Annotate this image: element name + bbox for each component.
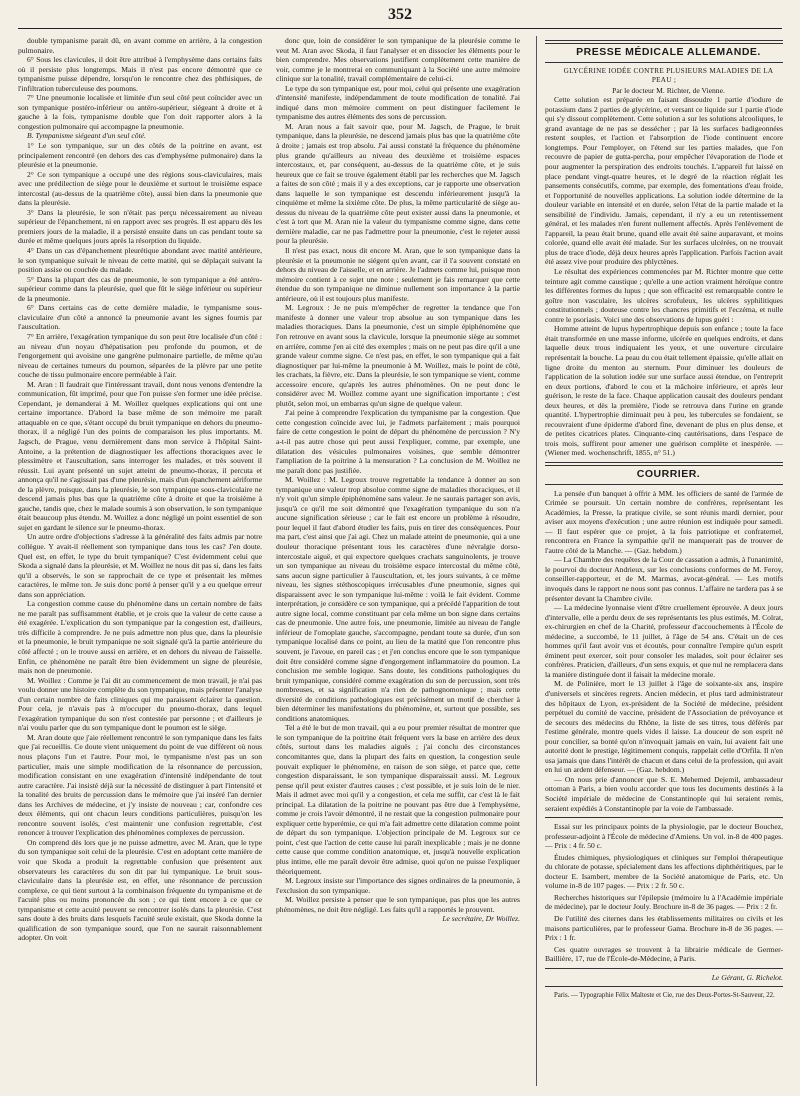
- bibliography-item: De l'utilité des citernes dans les établissements militaires ou civils et les maisons particulières, par le professeur Gama. Brochure in-8 de 36 pages. — Prix : 1 fr.: [545, 914, 783, 943]
- secretary-signature: Le secrétaire, Dr Woillez.: [442, 914, 520, 924]
- divider: [545, 484, 783, 485]
- paragraph: 5° Dans la plupart des cas de pneumonie, le son tympanique a été antéro-supérieur comme dans la pleurésie, quel que fût le siège inférieur ou supérieur de la pneumonie.: [18, 274, 262, 303]
- paragraph: La congestion comme cause du phénomène dans un certain nombre de faits ne me paraît pas suffisamment établie, et je crois que la valeur de cette cause a été exagérée. L'explication du son tympanique par la congestion est, d'ailleurs, très difficile à comprendre. Je ne puis admettre non plus que, dans la pleurésie et la pneumonie, le bruit tympanique ne soit signalé qu'à la partie antérieure du côté affecté ; on le trouve aussi en arrière, et en dehors du niveau de l'aisselle. Enfin, ce phénomène ne paraît être bien évidemment un signe de pleurésie, mais non de pneumonie.: [18, 599, 262, 676]
- article-byline: Par le docteur M. Richter, de Vienne.: [612, 85, 725, 95]
- paragraph: 7° En arrière, l'exagération tympanique du son peut être localisée d'un côté : au niveau d'un noyau d'hépatisation peu profonde du poumon, et de l'engorgement qui avoisine une gangrène pulmonaire partielle, de même qu'au niveau de certaines tumeurs du poumon, séparées de la plèvre par une petite couche de tissu pulmonaire encore perméable à l'air.: [18, 331, 262, 380]
- top-rule: [18, 28, 782, 29]
- paragraph: M. Woillez persiste à penser que le son tympanique, pas plus que les autres phénomènes, ne doit être négligé. Les faits qu'il a rapportés le prouvent.: [276, 895, 520, 914]
- bibliography-item: Essai sur les principaux points de la physiologie, par le docteur Bouchez, professeur-adjoint à l'École de médecine d'Amiens. Un vol. in-8 de 400 pages. — Prix : 4 fr. 50 c.: [545, 822, 783, 851]
- column-left: [18, 36, 262, 1086]
- paragraph: 1° Le son tympanique, sur un des côtés de la poitrine en avant, est principalement rencontré (en dehors des cas d'emphysème pulmonaire) dans la pleurésie et la pneumonie.: [18, 141, 262, 170]
- gerant-signature: Le Gérant, G. Richelot.: [711, 972, 783, 982]
- paragraph: M. Aran nous a fait savoir que, pour M. Jagsch, de Prague, le bruit tympanique, dans la pleurésie, ne descend jamais plus bas que la quatrième côte à droite ; jamais est trop absolu. J'ai aussi constaté la fréquence du phénomène plus grande qu'ailleurs au niveau des deuxième et troisième espaces intercostaux, et, par conséquent, au-dessus de la quatrième côte, et je suis heureux que ce fait se trouve également établi par les recherches que M. Jagsch a faites de son côté ; mais il y a des exceptions, car je rapporte une observation dans laquelle le son tympanique est descendu inférieurement jusqu'à la cinquième et même la sixième côte. De plus, la même particularité de siège au-dessus du niveau de la quatrième côte peut exister aussi dans la pneumonie, et c'est à tort que M. Aran nie la valeur du tympanisme comme signe, dans cette dernière maladie, car ne pas l'admettre pour la pneumonie, c'est le rejeter aussi pour la pleurésie.: [276, 121, 520, 246]
- paragraph: — La Chambre des requêtes de la Cour de cassation a admis, à l'unanimité, le pourvoi du docteur Andrieux, sur les conclusions conformes de M. Feroy, conseiller-rapporteur, et de M. Marmas, avocat-général. — Les motifs invoqués dans le rapport ne nous sont pas connus. L'affaire ne tardera pas à se présenter devant la Chambre civile.: [545, 555, 783, 603]
- bibliography-item: Ces quatre ouvrages se trouvent à la librairie médicale de Germer-Baillière, 17, rue de l'École-de-Médecine, à Paris.: [545, 944, 783, 964]
- section-title-courrier: COURRIER.: [636, 467, 701, 480]
- paragraph: M. Aran doute que j'aie réellement rencontré le son tympanique dans les faits que j'ai recueillis. Ce doute vient uniquement du point de vue différent où nous nous plaçons l'un et l'autre. Pour moi, le tympanisme n'est pas un son particulier, mais une simple modification de la résonnance de percussion, modification consistant en une exagération d'intensité indépendante de tout autre caractère. J'ai insisté déjà sur la nécessité de distinguer à part l'intensité et la tonalité des bruits de percussion dans le mémoire que j'ai inséré l'an dernier dans les Archives de médecine, et j'y insiste de nouveau ; car, confondre ces deux éléments, qui ont chacun leurs conditions particulières, puisqu'on les rencontre souvent isolés, c'est maintenir une confusion regrettable, c'est renoncer à trouver l'explication des phénomènes complexes de percussion.: [18, 732, 262, 838]
- paragraph: M. Woillez : Comme je l'ai dit au commencement de mon travail, je n'ai pas voulu donner une histoire complète du son tympanique, mais présenter l'analyse d'un certain nombre de faits cliniques qui me paraissent éclairer la question. Pour cela, je n'avais pas à m'occuper du pneumo-thorax, dans lequel l'exagération tympanique du son n'est contestée par personne ; et d'ailleurs je n'ai voulu parler que du son tympanique dont le poumon est le siège.: [18, 675, 262, 733]
- paragraph: M. de Polinière, mort le 13 juillet à l'âge de soixante-six ans, inspire d'universels et sincères regrets. Ancien médecin, et plus tard administrateur des hôpitaux de Lyon, ex-président de la Société de médecine, président perpétuel du comité de vaccine, président de l'Association de prévoyance et de secours des médecins du Rhône, la liste de ses titres, tous déférés par l'estime générale, montre quels vides il laisse. La douceur de son esprit né pour concilier, sa bonté qu'on n'invoquait jamais en vain, lui avaient fait une autorité dont le prestige, légitimement conquis, rappelait celle d'Orfila. Il n'en usa jamais que dans l'intérêt de chacun et dans celui de la profession, qui avait en lui un ardent défenseur. — (Gaz. hebdom.): [545, 679, 783, 775]
- paragraph: Le type du son tympanique est, pour moi, celui qui présente une exagération d'intensité manifeste, indépendamment de toute modification de tonalité. J'ai indiqué dans mon mémoire comment on peut distinguer facilement le tympanisme des autres éléments des sons de percussion.: [276, 83, 520, 122]
- printer-imprint: Paris. — Typographie Félix Malteste et Cie, rue des Deux-Portes-St-Sauveur, 22.: [554, 992, 775, 1000]
- paragraph: J'ai peine à comprendre l'explication du tympanisme par la congestion. Que cette congestion coïncide avec lui, je l'admets parfaitement ; mais pourquoi faire de cette congestion le point de départ du phénomène de percussion ? N'y a-t-il pas autre chose qui peut aussi l'expliquer, comme, par exemple, une dilatation des vésicules pulmonaires voisines, que semble démontrer l'ampliation de la poitrine à la mensuration ? La conclusion de M. Woillez ne me paraît donc pas justifiée.: [276, 408, 520, 475]
- paragraph: La pensée d'un banquet à offrir à MM. les officiers de santé de l'armée de Crimée se poursuit. Un certain nombre de confrères, représentant les Académies, la Presse, la pratique civile, se sont réunis mardi dernier, pour aviser aux moyens d'exécution ; une autre réunion est indiquée pour samedi. — Il faut espérer que ce projet, à la fois patriotique et confraternel, rencontrera en France la sympathie qu'il ne manquerait pas de trouver de l'autre côté de la Manche. — (Gaz. hebdom.): [545, 488, 783, 555]
- paragraph: — La médecine lyonnaise vient d'être cruellement éprouvée. A deux jours d'intervalle, elle a perdu deux de ses représentants les plus estimés, M. Colrat, ex-chirurgien en chef de la Charité, professeur d'accouchements à l'École de médecine, a succombé, le 11 juillet, à l'âge de 54 ans. C'était un de ces hommes qu'il faut avoir vus et écoutés, pour connaître l'empire qu'un esprit éminent peut exercer, soit pour consoler les malades, soit pour éclairer ses confrères. Praticien, d'ailleurs, d'un sens exquis, et que nul ne remplacera dans la manière distinguée dont il faisait la médecine morale.: [545, 603, 783, 679]
- paragraph: M. Legroux : Je ne puis m'empêcher de regretter la tendance que l'on manifeste à donner une valeur trop absolue au son tympanique dans les maladies thoraciques. Dans la pneumonie, c'est un simple épiphénomène que l'on retrouve en avant sous la clavicule, lorsque la pneumonie siège au sommet en arrière, comme j'en ai cité des exemples ; mais on ne peut pas dire qu'il a une grande valeur comme signe. Ce n'est pas, en effet, le son tympanique qui a fait diagnostiquer par lui-même la pneumonie à M. Woillez, mais le point de côté, les crachats, la fièvre, etc. Dans la pleurésie, le son tympanique se vient, comme accessoire encore, qu'après les autres phénomènes. On ne peut donc le considérer avec M. Woillez comme ayant une signification importante ; c'est plutôt, selon moi, un embarras qu'un signe de quelque valeur.: [276, 303, 520, 408]
- paragraph: Le résultat des expériences commencées par M. Richter montre que cette teinture agit comme caustique ; qu'elle a une action vraiment héroïque contre les différentes formes du lupus ; que son efficacité est remarquable contre le goître non vasculaire, les ulcères scrofuleux, les ulcères syphilitiques constitutionnels ; douteuse contre les chancres primitifs et l'eczéma, et nulle contre le psoriasis. Voici une des observations de lupus guéri :: [545, 267, 783, 324]
- section-title-presse: PRESSE MÉDICALE ALLEMANDE.: [576, 46, 761, 58]
- paragraph: double tympanisme parait dû, en avant comme en arrière, à la congestion pulmonaire.: [18, 36, 262, 55]
- paragraph: 6° Sous les clavicules, il doit être attribué à l'emphysème dans certains faits où il persiste plus longtemps. Mais il n'est pas encore démontré que ce tympanisme puisse dépendre, lorsqu'on le rencontre chez des phthisiques, de l'infiltration tuberculeuse des poumons.: [18, 55, 262, 93]
- paragraph: Cette solution est préparée en faisant dissoudre 1 partie d'iodure de potassium dans 2 parties de glycérine, et versant ce liquide sur 1 partie d'iode qui s'y dissout complètement. Cette solution a sur les solutions alcooliques, le grand avantage de ne pas se dessécher ; par là les surfaces badigeonnées restent souples, et l'action et l'absorption de l'iode continuent encore longtemps. Pour l'employer, on l'étend sur les parties malades, que l'on recouvre de papier de gutta-percha, pour empêcher l'évaporation de l'iode et pour augmenter la perspiration des endroits touchés. L'appareil fut laissé en place pendant vingt-quatre heures, et le degré de la réaction réglait les pansements consécutifs, comme, par exemple, des fomentations d'eau froide, et l'opportunité de nouvelles applications. La solution iodée détermine de la douleur variable en intensité et en durée, selon l'état de la partie malade et la sensibilité de l'individu. Jamais, cependant, il n'y a eu un retentissement général, et les malades n'en furent nullement affectés. Après l'enlèvement de l'appareil, la peau était brune, quand elle avait été saine auparavant, et moins colorée, quand elle avait été malade. Sur les surfaces ulcérées, on ne trouvait plus de trace d'iode, déjà deux heures après l'application. Parfois l'action avait été assez vive pour produire des phlyctènes.: [545, 95, 783, 267]
- divider: [545, 62, 783, 63]
- column-right: [536, 36, 783, 1086]
- paragraph: On comprend dès lors que je ne puisse admettre, avec M. Aran, que le type du son tympanique soit celui de la pleurésie. C'est en adoptant cette manière de voir que Skoda a produit la regrettable confusion que présentent aux observateurs les caractères du son dit par lui tympanique. Le bruit sous-claviculaire dans la pleurésie est, en effet, une résonnance de percussion complexe, ce qui tient surtout à la combinaison fréquente du tympanisme et de l'acuité plus ou moins prononcée du son ; ce qui tient encore à ce que ce tympanisme et cette acuité peuvent se rencontrer isolés dans la pleurésie. C'est sans doute à des bruits dans lesquels l'acuité seule existait, que Skoda donne la qualification de son tympanique sourd, que l'on ne saurait raisonnablement adopter. On voit: [18, 837, 262, 943]
- bibliography-item: Études chimiques, physiologiques et cliniques sur l'emploi thérapeutique du chlorate de potasse, spécialement dans les affections diphthéritiques, par le docteur E. Isambert, membre de la Société anatomique de Paris, etc. Un volume in-8 de 107 pages. — Prix : 2 fr. 50 c.: [545, 852, 783, 891]
- section-rule: [545, 40, 783, 44]
- bibliography: [545, 822, 783, 964]
- paragraph: Un autre ordre d'objections s'adresse à la généralité des faits admis par notre collègue. Y avait-il réellement son tympanique dans tous les cas? J'en doute. Quel est, en effet, le type du bruit tympanique? C'est évidemment celui que Skoda a signalé dans la pleurésie, et M. Woillez ne nous dit pas si, dans les faits qu'il a observés, le son se rapprochait de ce type et présentait les mêmes caractères, le même ton. Je suis donc porté à penser qu'il y a eu quelque erreur dans son appréciation.: [18, 532, 262, 599]
- paragraph: — On nous prie d'annoncer que S. E. Mehemed Dejemil, ambassadeur ottoman à Paris, a bien voulu accorder que tous les documents destinés à la Société impériale de médecine de Constantinople qui lui seraient remis, seraient expédiés à Constantinople par la voie de l'ambassade.: [545, 774, 783, 813]
- column-middle: [276, 36, 520, 1086]
- paragraph: Homme atteint de lupus hypertrophique depuis son enfance ; toute la face était transformée en une masse informe, ulcérée en quelques endroits, et dans laquelle deux trous indiquaient les yeux, et une ouverture circulaire représentait la bouche. La peau du cou était tellement épaissie, qu'elle allait en ligne droite du menton au sternum. Pour diminuer les douleurs de l'application de la solution iodée sur une surface aussi étendue, on l'entreprit en deux portions, d'abord le cou et la mâchoire inférieure, et après leur guérison, le reste de la face. Chaque application causait des douleurs pendant deux heures, et dès la première, l'iode se retrouva dans l'urine en grande quantité. L'hypertrophie diminuait peu à peu, les tubercules se fondaient, se recouvraient d'une épiderme d'abord fine, devenant de plus en plus dense, et de petites cicatrices plates. Cinquante-cinq cautérisations, dans l'espace de trois mois, suffirent pour amener une guérison complète et inespérée. — (Wiener med. wochenschrift, 1855, n° 51.): [545, 324, 783, 458]
- paragraph: Tel a été le but de mon travail, qui a eu pour premier résultat de montrer que le son tympanique de la poitrine était fréquent vers la base en arrière des deux côtés, surtout dans les maladies aiguës ; j'ai conclu des circonstances concomitantes que, dans la plupart des faits en question, la congestion seule pouvait expliquer le phénomène, en raison de son siège, et parce que, cette congestion disparaissant, le son tympanique disparaissait aussi. M. Legroux pense qu'il peut exister d'autres causes ; c'est possible, et je suis loin de le nier. Mais il admet avec moi qu'il y a congestion, et cela me suffit, car c'est là le fait principal. La dilatation de la poitrine ne pouvant pas être due à l'emphysème, comme je crois l'avoir démontré, il ne restait que la congestion pulmonaire pour expliquer cette hyperémie, ce qui m'a fait admettre cette dilatation comme point de départ du son tympanique. L'objection principale de M. Legroux sur ce point, c'est que l'action de cette cause lui paraît inexplicable ; mais je ne donne cette cause que comme condition anatomique, et, jusqu'à nouvelle explication plus intime, elle me paraît devoir être admise, quoi qu'on ne puisse l'expliquer théoriquement.: [276, 723, 520, 876]
- paragraph: M. Aran : Il faudrait que l'intéressant travail, dont nous venons d'entendre la communication, fût imprimé, pour que l'on puisse s'en former une idée précise. Cependant, je demanderai à M. Woillez quelques explications qui ont une certaine importance. D'abord la base même de son mémoire me paraît attaquable en ce que, s'étant occupé du bruit tympanique en dehors du pneumo-thorax, il a négligé l'un des points de comparaison les plus importants. M. Jagsch, de Prague, venu dernièrement dans mon service à l'hôpital Saint-Antoine, a la prétention de diagnostiquer les affections thoraciques avec le plessimètre et l'auscultation, sans interroger les malades, et très souvent il réussit. Lui ayant présenté un sujet atteint de pneumo-thorax, il percuta et annonça qu'il ne s'agissait pas d'une pleurésie, mais d'un épanchement aériforme de la plèvre, puisque, dans la pleurésie, le son tympanique sous-claviculaire ne descend jamais plus bas que la quatrième côte à droite et que la troisième à gauche, tandis que, chez le malade soumis à son observation, le son tympanique était beaucoup plus étendu. M. Woillez a donc négligé un point essentiel de son sujet en gardant le silence sur le pneumo-thorax.: [18, 379, 262, 532]
- paragraph: 3° Dans la pleurésie, le son n'était pas perçu nécessairement au niveau supérieur de l'épanchement, ni en rapport avec ses progrès. Il est apparu dès les premiers jours de la maladie, il a persisté ensuite dans un cas pendant toute sa durée et même quelques jours après la résorption du liquide.: [18, 207, 262, 246]
- divider: [545, 986, 783, 987]
- paragraph: 2° Ce son tympanique a occupé une des régions sous-claviculaires, mais avec une prédilection de siège pour le deuxième et surtout le troisième espace intercostal (au-dessus de la quatrième côte), aussi bien dans la pneumonie que dans la pleurésie.: [18, 169, 262, 208]
- paragraph: M. Woillez : M. Legroux trouve regrettable la tendance à donner au son tympanique une valeur trop absolue comme signe de maladies thoraciques, et il n'y voit qu'un simple épiphénomène sans valeur. Je ne saurais partager son avis, jusqu'à ce qu'il me soit démontré que l'exagération tympanique du son n'a aucune signification sérieuse ; car le fait est encore un problème à résoudre, pour lequel il faut d'abord étudier les faits, puis en tirer des conséquences. Pour ma part, c'est ainsi que j'ai agi. Chez un malade atteint de pneumonie, qui a une douleur thoracique présentant tous les caractères d'une névralgie dorso-intercostale aiguë, et qui expectore quelques crachats sanguinolents, je trouve un son tympanique au niveau du troisième espace intercostal du même côté, sans aucun signe particulier à l'auscultation, et, les jours suivants, à ce même niveau, les signes stéthoscopiques irrécusables d'une pneumonie, signes qui disparaissent avec le son tympanique lui-même : voilà le fait évident. Comme interprétation, je considère ce son tympanique, qui a précédé l'apparition de tout autre signe local, comme constituant par cela même un bon signe dans certains cas de pneumonie. Une autre fois, une pneumonie, limitée au niveau de l'angle inférieur de l'omoplate gauche, s'accompagne, pendant toute sa durée, d'un son tympanique localisé dans ce point, au lieu de la matité que l'on rencontre plus souvent, je l'avoue, en pareil cas ; et j'en conclus encore que le son tympanique doit être considéré comme signe d'engorgement inflammatoire du poumon. La conclusion me semble logique. Sans doute, les conditions pathologiques du bruit tympanique, considéré comme exagération du son de percussion, sont très nombreuses, et sa signification n'a rien de pathognomonique ; mais cette diversité de conditions pathologiques est précisément un motif de chercher à bien déterminer les manifestations du phénomène, et, surtout que possible, ses conditions anatomiques.: [276, 475, 520, 723]
- paragraph: M. Legroux insiste sur l'importance des signes ordinaires de la pneumonie, à l'exclusion du son tympanique.: [276, 876, 520, 895]
- paragraph: Il n'est pas exact, nous dit encore M. Aran, que le son tympanique dans la pleurésie et la pneumonie ne siégent qu'en avant, car il l'a souvent constaté en dehors du niveau de l'aisselle, et en arrière. Je l'admets comme lui, puisque mon mémoire contient à ce sujet une note ; seulement je fais remarquer que cette étendue du son tympanique ne diminue nullement son importance à la partie antérieure, où il est toujours plus manifeste.: [276, 246, 520, 303]
- paragraph: donc que, loin de considérer le son tympanique de la pleurésie comme le veut M. Aran avec Skoda, il faut l'analyser et en dissocier les éléments pour le bien comprendre. Mes observations justifient complètement cette manière de voir, comme je le montrerai en communiquant à la Société une autre mémoire clinique sur la tonalité, travail complémentaire de celui-ci.: [276, 36, 520, 84]
- bibliography-item: Recherches historiques sur l'épilepsie (mémoire lu à l'Académie impériale de médecine), par le docteur Jouly. Brochure in-8 de 36 pages. — Prix : 2 fr.: [545, 892, 783, 912]
- subheading: B. Tympanisme siégeant d'un seul côté.: [27, 131, 146, 141]
- divider: [545, 817, 783, 818]
- paragraph: 7° Une pneumonie localisée et limitée d'un seul côté peut coïncider avec un son tympanique postéro-inférieur ou antéro-supérieur, siégeant à droite et à gauche à la fois, tympanisme double que l'on doit rapporter alors à la congestion pulmonaire qui accompagne la pneumonie.: [18, 93, 262, 131]
- divider: [545, 968, 783, 969]
- section-rule: [545, 462, 783, 466]
- paragraph: 4° Dans un cas d'épanchement pleurétique abondant avec matité antérieure, le son tympanique suivait le niveau de cette matité, qui se déplaçait suivant la position assise ou couchée du malade.: [18, 246, 262, 275]
- paragraph: 6° Dans certains cas de cette dernière maladie, le tympanisme sous-claviculaire d'un côté a annoncé la pneumonie avant les signes fournis par l'auscultation.: [18, 303, 262, 332]
- page-number: 352: [388, 6, 412, 23]
- article-title: GLYCÉRINE IODÉE CONTRE PLUSIEURS MALADIES DE LA PEAU ;: [563, 66, 774, 85]
- newspaper-page: [18, 6, 782, 1090]
